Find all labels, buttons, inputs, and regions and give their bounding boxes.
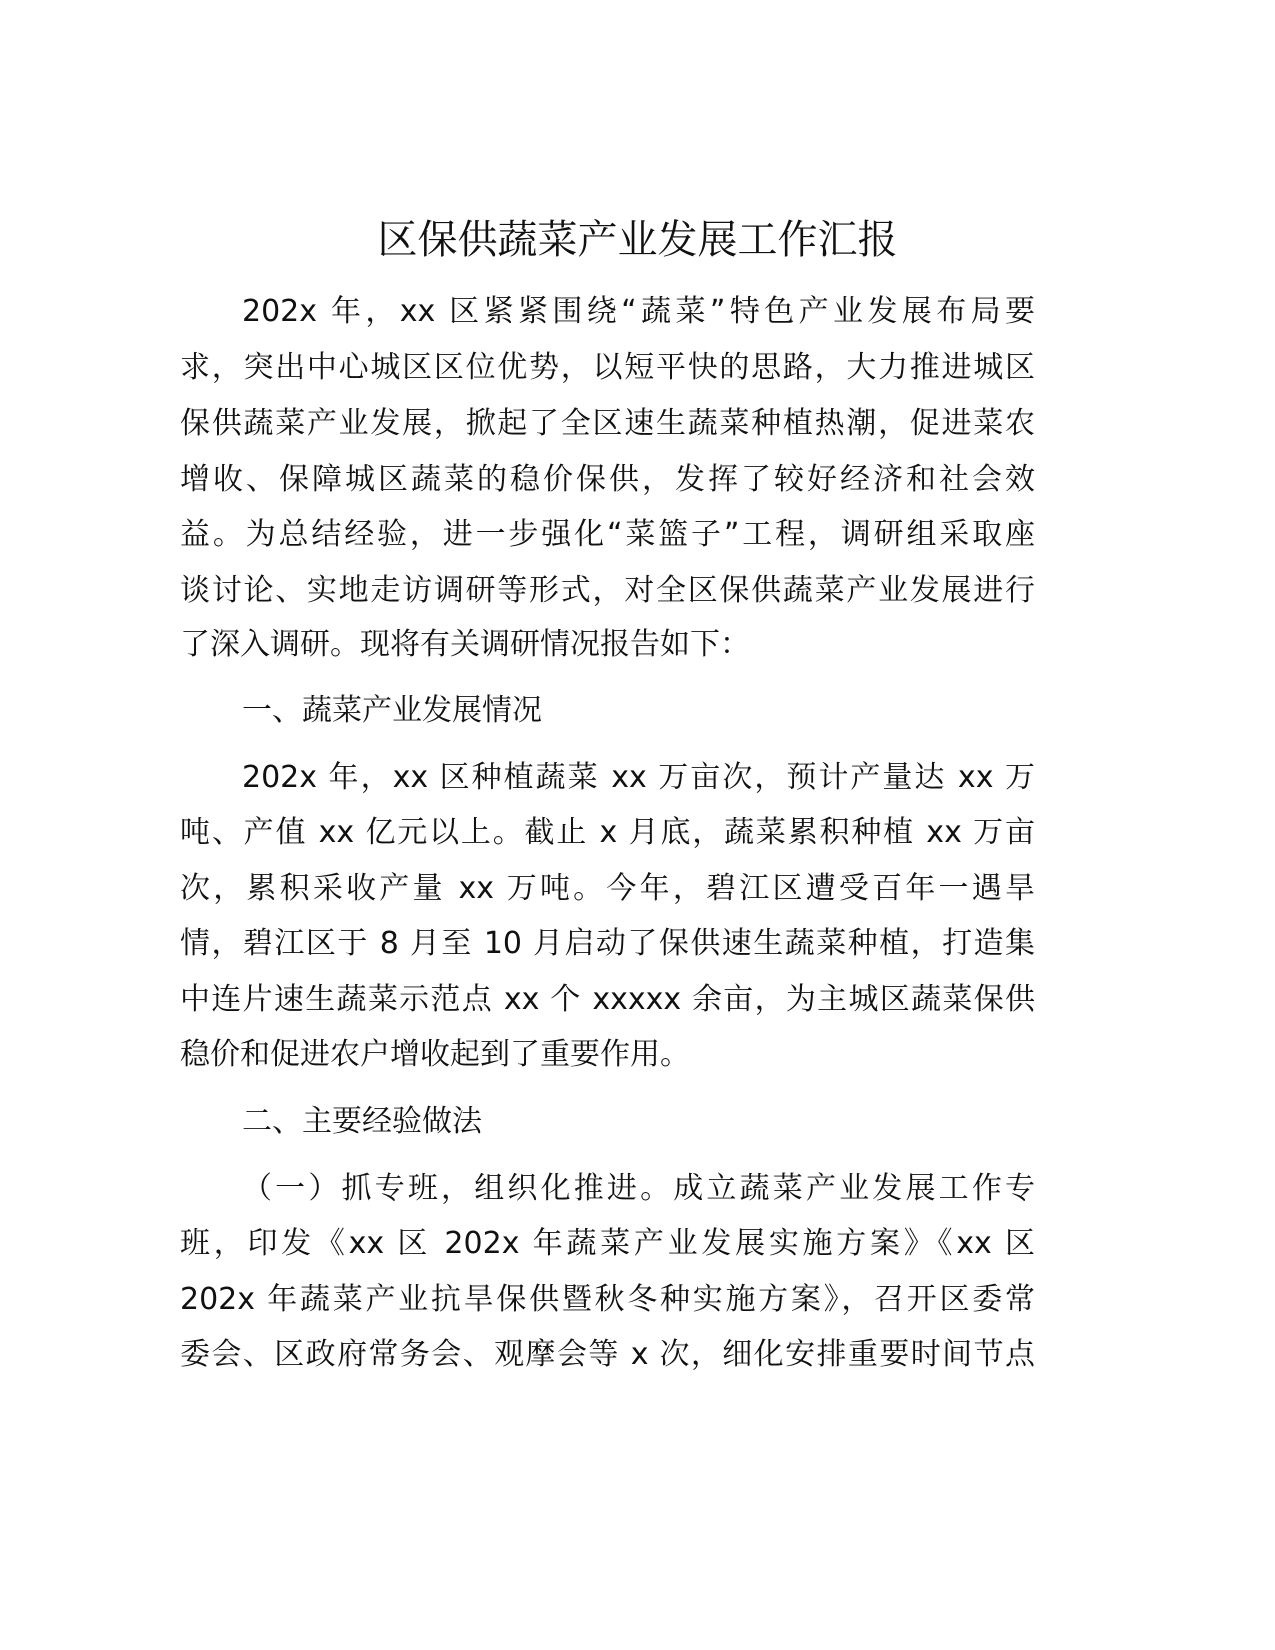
text-line: 次，累积采收产量 xx 万吨。今年，碧江区遭受百年一遇旱 (180, 871, 1035, 906)
text-line: 一、蔬菜产业发展情况 (242, 693, 542, 728)
text-line: （一）抓专班，组织化推进。成立蔬菜产业发展工作专 (242, 1171, 1035, 1206)
text-line: 202x 年蔬菜产业抗旱保供暨秋冬种实施方案》，召开区委常 (180, 1282, 1035, 1317)
text-line: 了深入调研。现将有关调研情况报告如下： (180, 627, 750, 662)
text-line: 202x 年，xx 区紧紧围绕“蔬菜”特色产业发展布局要 (242, 294, 1035, 329)
text-line: 中连片速生蔬菜示范点 xx 个 xxxxx 余亩，为主城区蔬菜保供 (180, 982, 1035, 1017)
text-line: 班，印发《xx 区 202x 年蔬菜产业发展实施方案》《xx 区 (180, 1226, 1035, 1261)
text-line: 委会、区政府常务会、观摩会等 x 次，细化安排重要时间节点 (180, 1337, 1035, 1372)
text-line: 益。为总结经验，进一步强化“菜篮子”工程，调研组采取座 (180, 517, 1035, 552)
text-line: 求，突出中心城区区位优势，以短平快的思路，大力推进城区 (180, 350, 1035, 385)
text-line: 二、主要经验做法 (242, 1104, 482, 1139)
text-line: 稳价和促进农户增收起到了重要作用。 (180, 1037, 690, 1072)
text-line: 保供蔬菜产业发展，掀起了全区速生蔬菜种植热潮，促进菜农 (180, 406, 1035, 441)
document-title: 区保供蔬菜产业发展工作汇报 (377, 217, 898, 263)
text-line: 情，碧江区于 8 月至 10 月启动了保供速生蔬菜种植，打造集 (180, 926, 1035, 961)
text-line: 增收、保障城区蔬菜的稳价保供，发挥了较好经济和社会效 (180, 462, 1035, 497)
text-line: 谈讨论、实地走访调研等形式，对全区保供蔬菜产业发展进行 (180, 573, 1035, 608)
text-line: 202x 年，xx 区种植蔬菜 xx 万亩次，预计产量达 xx 万 (242, 760, 1035, 795)
text-line: 吨、产值 xx 亿元以上。截止 x 月底，蔬菜累积种植 xx 万亩 (180, 815, 1035, 850)
